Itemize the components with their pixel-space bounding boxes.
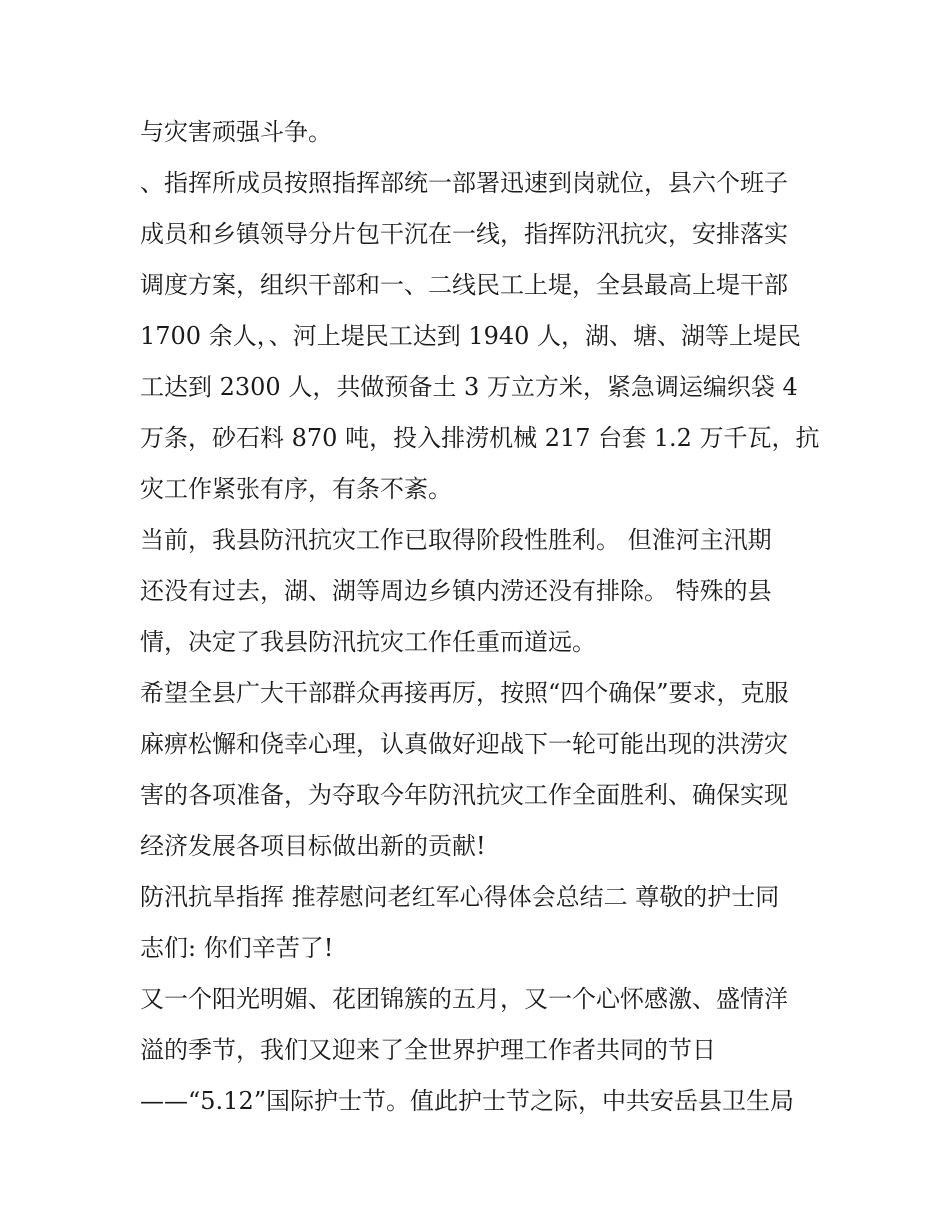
paragraph-6: 又一个阳光明媚、花团锦簇的五月，又一个心怀感激、盛情洋 溢的季节，我们又迎来了全世界护理工作者共同的节日 ——“5.12”国际护士节。值此护士节之际，中共安岳县卫生局	[140, 985, 794, 1115]
paragraph-1: 与灾害顽强斗争。	[140, 118, 332, 146]
paragraph-5: 防汛抗旱指挥 推荐慰问老红军心得体会总结二 尊敬的护士同 志们: 你们辛苦了!	[140, 883, 780, 962]
paragraph-4: 希望全县广大干部群众再接再厉，按照“四个确保”要求，克服 麻痹松懈和侥幸心理，认真做好迎战下一轮可能出现的洪涝灾 害的各项准备，为夺取今年防汛抗灾工作全面胜利、确保实现 经济发展各项目标做出新的贡献!	[140, 679, 789, 860]
document-body	[140, 107, 820, 1127]
paragraph-3: 当前，我县防汛抗灾工作已取得阶段性胜利。 但淮河主汛期 还没有过去，湖、湖等周边乡镇内涝还没有排除。 特殊的县 情，决定了我县防汛抗灾工作任重而道远。	[140, 526, 772, 656]
paragraph-2: 、指挥所成员按照指挥部统一部署迅速到岗就位，县六个班子 成员和乡镇领导分片包干沉在一线，指挥防汛抗灾，安排落实 调度方案，组织干部和一、二线民工上堤，全县最高上堤干部 1700 余人，、河上堤民工达到 1940 人，湖、塘、湖等上堤民 工达到 2300 人，共做预备土 3 万立方米，紧急调运编织袋 4 万条，砂石料 870 吨，投入排涝机械 217 台套 1.2 万千瓦，抗 灾工作紧张有序，有条不紊。	[140, 169, 820, 503]
